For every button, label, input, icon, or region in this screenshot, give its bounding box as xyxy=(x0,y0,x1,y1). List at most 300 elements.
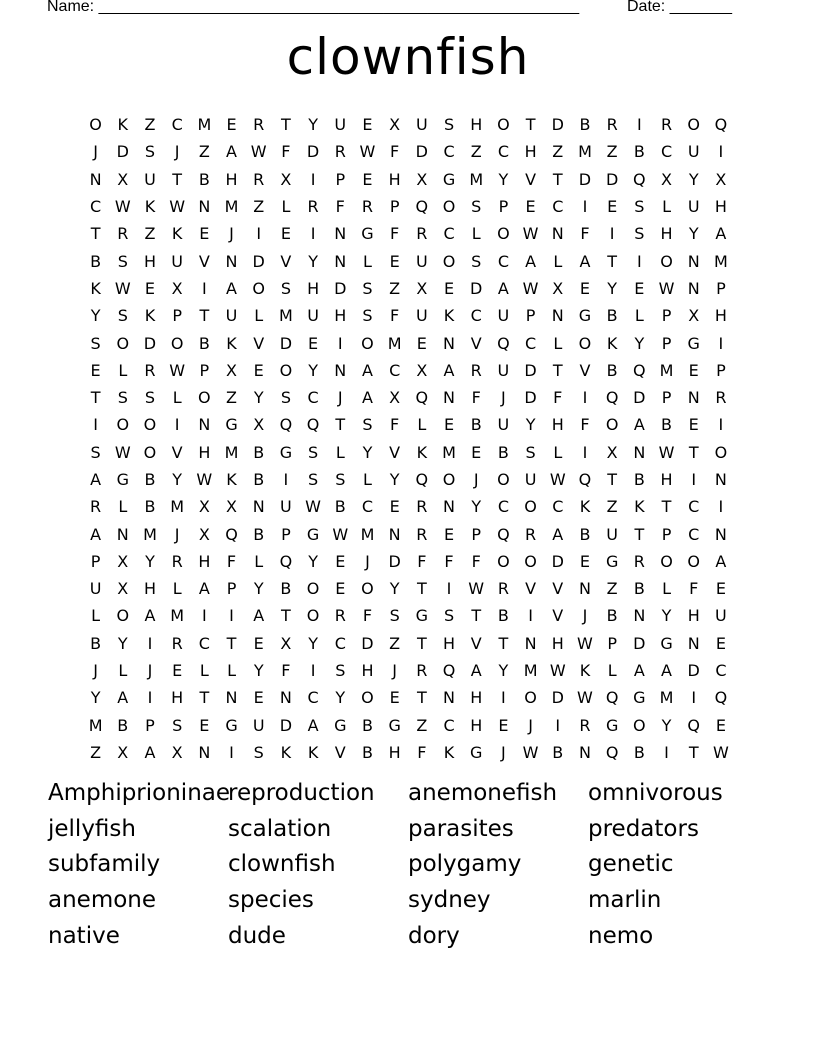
grid-letter: D xyxy=(279,715,293,735)
grid-letter: V xyxy=(280,251,292,271)
grid-letter: E xyxy=(498,715,509,735)
grid-letter: O xyxy=(442,470,456,489)
grid-letter: M xyxy=(387,333,402,353)
grid-letter: M xyxy=(170,497,185,517)
grid-letter: B xyxy=(90,251,102,271)
word-bank-item: Amphiprioninae xyxy=(48,780,231,806)
grid-letter: G xyxy=(605,715,619,735)
grid-row xyxy=(82,657,735,684)
grid-letter: G xyxy=(225,415,238,435)
grid-letter: C xyxy=(334,633,346,653)
grid-letter: R xyxy=(307,197,319,217)
grid-letter: S xyxy=(362,415,373,435)
grid-letter: O xyxy=(198,388,211,408)
grid-letter: J xyxy=(93,661,98,681)
grid-letter: Q xyxy=(415,388,429,408)
grid-letter: S xyxy=(335,470,346,489)
word-bank xyxy=(48,776,768,954)
grid-row xyxy=(82,439,735,466)
grid-letter: D xyxy=(633,388,646,408)
grid-letter: I xyxy=(310,224,316,244)
grid-letter: F xyxy=(580,415,590,435)
grid-letter: Y xyxy=(308,115,318,135)
grid-letter: C xyxy=(688,497,700,517)
grid-letter: H xyxy=(470,715,483,735)
grid-letter: B xyxy=(198,169,210,189)
grid-letter: B xyxy=(334,497,346,517)
grid-letter: T xyxy=(90,224,101,244)
grid-letter: R xyxy=(633,551,645,571)
grid-row xyxy=(82,712,735,739)
grid-letter: O xyxy=(497,224,510,244)
grid-letter: U xyxy=(307,306,319,326)
grid-letter: V xyxy=(198,251,210,271)
grid-letter: Z xyxy=(90,742,102,762)
grid-letter: H xyxy=(307,278,320,298)
grid-letter: I xyxy=(691,470,697,489)
grid-letter: L xyxy=(118,497,128,517)
grid-letter: R xyxy=(715,388,727,408)
grid-letter: Y xyxy=(389,579,400,599)
grid-letter: L xyxy=(471,224,481,244)
grid-letter: I xyxy=(609,224,615,244)
grid-letter: N xyxy=(714,524,727,544)
grid-letter: P xyxy=(716,278,726,298)
grid-letter: U xyxy=(252,715,265,735)
grid-letter: T xyxy=(199,306,210,326)
grid-letter: R xyxy=(525,524,537,544)
grid-letter: R xyxy=(660,115,673,135)
grid-letter: F xyxy=(281,142,291,162)
grid-letter: K xyxy=(579,661,591,681)
word-bank-item: predators xyxy=(588,815,699,842)
grid-letter: W xyxy=(468,579,485,599)
grid-letter: P xyxy=(226,579,237,599)
grid-letter: D xyxy=(633,633,646,653)
grid-letter: B xyxy=(497,606,509,626)
grid-letter: A xyxy=(307,715,319,735)
grid-letter: Q xyxy=(442,661,456,681)
grid-letter: E xyxy=(144,278,156,298)
grid-letter: Y xyxy=(308,251,318,271)
grid-letter: B xyxy=(144,497,156,517)
grid-letter: W xyxy=(577,633,593,653)
grid-letter: F xyxy=(226,551,237,571)
grid-letter: I xyxy=(174,415,180,435)
grid-letter: K xyxy=(117,115,129,135)
grid-letter: Y xyxy=(688,224,699,244)
grid-letter: E xyxy=(579,551,591,571)
grid-letter: Z xyxy=(253,197,265,217)
grid-letter: P xyxy=(199,360,210,380)
grid-letter: G xyxy=(660,633,673,653)
grid-letter: Q xyxy=(415,470,429,489)
grid-letter: C xyxy=(171,115,183,135)
grid-letter: K xyxy=(307,742,319,762)
grid-letter: D xyxy=(470,278,483,298)
grid-letter: N xyxy=(714,470,727,489)
grid-letter: S xyxy=(389,606,400,626)
grid-letter: G xyxy=(578,306,592,326)
grid-letter: X xyxy=(198,497,210,517)
grid-letter: E xyxy=(199,715,210,735)
grid-letter: Y xyxy=(498,661,509,681)
grid-letter: A xyxy=(633,661,645,681)
grid-letter: L xyxy=(281,197,291,217)
grid-letter: P xyxy=(389,197,400,217)
grid-letter: Q xyxy=(687,715,701,735)
grid-letter: Q xyxy=(415,197,429,217)
grid-letter: N xyxy=(551,224,564,244)
grid-letter: L xyxy=(227,661,236,681)
grid-letter: I xyxy=(283,470,289,489)
grid-letter: J xyxy=(392,661,398,681)
grid-letter: T xyxy=(90,388,101,408)
grid-letter: X xyxy=(715,169,727,189)
grid-letter: L xyxy=(254,306,264,326)
grid-letter: Y xyxy=(661,606,672,626)
grid-letter: I xyxy=(201,278,207,298)
grid-letter: X xyxy=(416,278,428,298)
grid-letter: C xyxy=(497,142,509,162)
grid-letter: U xyxy=(415,251,428,271)
grid-letter: S xyxy=(308,470,319,489)
grid-letter: V xyxy=(171,442,183,462)
grid-letter: I xyxy=(582,197,588,217)
grid-letter: S xyxy=(471,251,482,271)
grid-letter: Y xyxy=(117,633,128,653)
grid-letter: E xyxy=(253,360,264,380)
grid-letter: N xyxy=(443,333,456,353)
grid-letter: E xyxy=(634,278,645,298)
word-bank-item: species xyxy=(228,887,314,914)
grid-letter: F xyxy=(362,606,373,626)
grid-letter: D xyxy=(551,688,564,708)
grid-letter: J xyxy=(501,388,506,408)
grid-letter: O xyxy=(361,579,374,599)
grid-letter: W xyxy=(522,742,539,762)
grid-letter: M xyxy=(279,306,293,326)
grid-letter: E xyxy=(525,197,536,217)
grid-letter: A xyxy=(470,661,482,681)
grid-letter: G xyxy=(279,442,293,462)
word-bank-item: sydney xyxy=(408,887,491,914)
grid-letter: K xyxy=(416,442,428,462)
grid-letter: M xyxy=(143,524,157,544)
grid-letter: S xyxy=(280,388,291,408)
grid-letter: R xyxy=(144,360,156,380)
grid-letter: D xyxy=(551,115,564,135)
grid-letter: U xyxy=(524,470,537,489)
grid-letter: A xyxy=(226,142,237,162)
grid-letter: X xyxy=(117,579,129,599)
grid-letter: J xyxy=(365,551,370,571)
page-title: clownfish xyxy=(286,28,530,86)
grid-letter: L xyxy=(363,470,372,489)
grid-letter: R xyxy=(416,661,428,681)
word-bank-item: clownfish xyxy=(228,851,336,878)
grid-letter: I xyxy=(636,251,642,271)
grid-letter: Q xyxy=(714,688,728,708)
grid-letter: P xyxy=(90,551,101,571)
grid-letter: T xyxy=(634,524,645,544)
grid-row xyxy=(82,684,735,711)
name-field: Name: ______________________________________________________ xyxy=(47,0,580,15)
grid-letter: P xyxy=(661,388,672,408)
grid-letter: P xyxy=(172,306,182,326)
grid-letter: H xyxy=(470,115,483,135)
grid-letter: X xyxy=(117,742,129,762)
grid-letter: Z xyxy=(416,715,428,735)
grid-letter: O xyxy=(116,415,130,435)
grid-letter: U xyxy=(687,197,700,217)
grid-letter: T xyxy=(552,169,563,189)
grid-letter: W xyxy=(305,497,321,517)
grid-letter: Y xyxy=(145,551,155,571)
grid-letter: L xyxy=(118,661,128,681)
grid-letter: F xyxy=(444,551,454,571)
grid-letter: R xyxy=(171,633,183,653)
grid-row xyxy=(82,302,735,329)
grid-letter: I xyxy=(691,688,697,708)
word-bank-item: scalation xyxy=(228,815,332,842)
grid-letter: C xyxy=(715,661,727,681)
grid-letter: N xyxy=(443,388,456,408)
grid-letter: S xyxy=(525,442,536,462)
grid-letter: I xyxy=(582,442,588,462)
grid-letter: U xyxy=(415,115,428,135)
grid-letter: Z xyxy=(552,142,564,162)
grid-letter: R xyxy=(416,497,428,517)
grid-letter: A xyxy=(633,415,645,435)
grid-letter: U xyxy=(497,415,510,435)
grid-letter: V xyxy=(579,360,591,380)
grid-letter: Y xyxy=(90,688,101,708)
grid-letter: W xyxy=(549,470,566,489)
grid-letter: E xyxy=(362,169,373,189)
grid-letter: N xyxy=(578,742,591,762)
grid-letter: R xyxy=(606,115,618,135)
grid-letter: T xyxy=(416,633,427,653)
grid-letter: X xyxy=(117,551,129,571)
grid-letter: N xyxy=(334,360,347,380)
grid-letter: Z xyxy=(606,142,618,162)
grid-letter: D xyxy=(524,360,537,380)
grid-letter: T xyxy=(607,470,618,489)
grid-letter: X xyxy=(661,169,673,189)
grid-letter: G xyxy=(225,715,238,735)
grid-letter: I xyxy=(718,333,724,353)
grid-letter: J xyxy=(229,224,234,244)
grid-letter: O xyxy=(252,278,266,298)
grid-letter: O xyxy=(361,688,374,708)
grid-letter: N xyxy=(551,306,564,326)
grid-letter: O xyxy=(143,442,157,462)
grid-letter: W xyxy=(114,442,131,462)
grid-letter: Y xyxy=(172,470,183,489)
grid-letter: T xyxy=(688,742,699,762)
grid-letter: O xyxy=(89,115,102,135)
grid-letter: P xyxy=(498,197,509,217)
grid-letter: E xyxy=(90,360,101,380)
grid-letter: B xyxy=(470,415,482,435)
grid-letter: Y xyxy=(471,497,482,517)
grid-letter: R xyxy=(171,551,183,571)
grid-letter: O xyxy=(442,251,456,271)
grid-letter: D xyxy=(687,661,700,681)
grid-letter: M xyxy=(224,197,239,217)
grid-letter: V xyxy=(253,333,265,353)
grid-letter: F xyxy=(417,742,427,762)
grid-letter: X xyxy=(171,742,183,762)
grid-letter: I xyxy=(147,688,153,708)
word-bank-item: reproduction xyxy=(228,780,375,806)
grid-letter: F xyxy=(390,224,400,244)
grid-letter: B xyxy=(280,579,292,599)
grid-letter: G xyxy=(415,606,429,626)
grid-letter: K xyxy=(280,742,292,762)
grid-letter: S xyxy=(90,442,101,462)
grid-letter: J xyxy=(174,142,180,162)
grid-letter: N xyxy=(225,688,238,708)
grid-letter: O xyxy=(306,606,320,626)
grid-letter: C xyxy=(497,251,509,271)
grid-letter: P xyxy=(281,524,291,544)
grid-letter: X xyxy=(253,415,265,435)
grid-letter: X xyxy=(416,360,428,380)
word-bank-item: subfamily xyxy=(48,851,161,878)
grid-letter: T xyxy=(416,579,427,599)
grid-letter: B xyxy=(633,742,645,762)
grid-letter: H xyxy=(443,633,456,653)
grid-letter: Z xyxy=(606,579,618,599)
grid-letter: S xyxy=(634,197,645,217)
grid-letter: W xyxy=(712,742,729,762)
word-bank-item: jellyfish xyxy=(48,815,136,842)
grid-row xyxy=(82,111,735,138)
grid-letter: I xyxy=(147,633,153,653)
grid-letter: C xyxy=(389,360,401,380)
grid-letter: R xyxy=(361,197,374,217)
grid-letter: W xyxy=(114,197,131,217)
grid-letter: D xyxy=(551,551,564,571)
grid-letter: O xyxy=(116,333,130,353)
grid-letter: K xyxy=(144,197,156,217)
grid-letter: G xyxy=(334,715,347,735)
grid-letter: O xyxy=(660,251,673,271)
word-bank-item: anemone xyxy=(48,887,157,914)
grid-letter: Y xyxy=(389,470,400,489)
grid-letter: E xyxy=(226,115,237,135)
grid-letter: Q xyxy=(306,415,320,435)
grid-letter: H xyxy=(225,169,238,189)
grid-letter: B xyxy=(606,306,618,326)
grid-letter: I xyxy=(229,606,234,626)
grid-letter: N xyxy=(198,197,211,217)
grid-letter: V xyxy=(525,579,537,599)
grid-letter: B xyxy=(497,442,509,462)
grid-letter: G xyxy=(687,333,700,353)
grid-letter: B xyxy=(606,606,618,626)
grid-letter: Y xyxy=(253,579,264,599)
grid-letter: E xyxy=(688,415,699,435)
word-bank-item: marlin xyxy=(588,887,662,914)
grid-letter: M xyxy=(523,661,538,681)
grid-letter: D xyxy=(334,278,347,298)
grid-row xyxy=(82,493,735,520)
grid-letter: X xyxy=(226,497,238,517)
grid-letter: B xyxy=(633,470,645,489)
grid-row xyxy=(82,630,735,657)
grid-letter: W xyxy=(169,360,186,380)
grid-letter: U xyxy=(497,306,510,326)
grid-letter: C xyxy=(90,197,102,217)
grid-letter: Y xyxy=(308,551,318,571)
grid-letter: Q xyxy=(605,688,619,708)
grid-letter: O xyxy=(578,333,592,353)
grid-letter: Q xyxy=(279,415,293,435)
grid-letter: V xyxy=(525,169,537,189)
grid-letter: Y xyxy=(362,442,373,462)
grid-letter: A xyxy=(361,388,373,408)
grid-letter: Y xyxy=(525,415,536,435)
grid-letter: D xyxy=(279,333,293,353)
grid-letter: O xyxy=(687,551,701,571)
grid-letter: N xyxy=(578,579,591,599)
grid-letter: E xyxy=(362,115,373,135)
grid-letter: D xyxy=(388,551,401,571)
word-bank-item: polygamy xyxy=(408,851,522,878)
grid-letter: E xyxy=(199,224,210,244)
grid-letter: B xyxy=(90,633,102,653)
grid-letter: B xyxy=(606,360,618,380)
grid-letter: L xyxy=(553,333,563,353)
grid-row xyxy=(82,166,735,193)
grid-letter: T xyxy=(335,415,346,435)
grid-letter: X xyxy=(226,360,238,380)
grid-letter: W xyxy=(250,142,267,162)
grid-letter: S xyxy=(90,333,101,353)
grid-letter: B xyxy=(633,579,645,599)
grid-letter: Z xyxy=(198,142,210,162)
grid-letter: O xyxy=(170,333,184,353)
grid-letter: D xyxy=(578,169,592,189)
grid-letter: E xyxy=(389,688,400,708)
grid-letter: O xyxy=(143,415,157,435)
grid-letter: N xyxy=(687,278,700,298)
grid-letter: P xyxy=(661,306,672,326)
grid-letter: N xyxy=(279,688,292,708)
grid-letter: D xyxy=(415,142,428,162)
grid-letter: O xyxy=(279,360,293,380)
grid-letter: Y xyxy=(308,633,318,653)
grid-letter: S xyxy=(253,742,264,762)
word-bank-item: dude xyxy=(228,922,286,949)
grid-letter: F xyxy=(689,579,699,599)
grid-row xyxy=(82,329,735,356)
grid-letter: M xyxy=(469,169,484,189)
grid-letter: I xyxy=(501,688,506,708)
grid-letter: U xyxy=(280,497,292,517)
grid-letter: W xyxy=(658,278,675,298)
grid-letter: J xyxy=(528,715,533,735)
grid-letter: N xyxy=(687,251,700,271)
grid-letter: Q xyxy=(578,470,592,489)
grid-letter: E xyxy=(715,715,726,735)
grid-letter: L xyxy=(199,661,209,681)
grid-letter: S xyxy=(117,388,128,408)
grid-letter: R xyxy=(117,224,129,244)
